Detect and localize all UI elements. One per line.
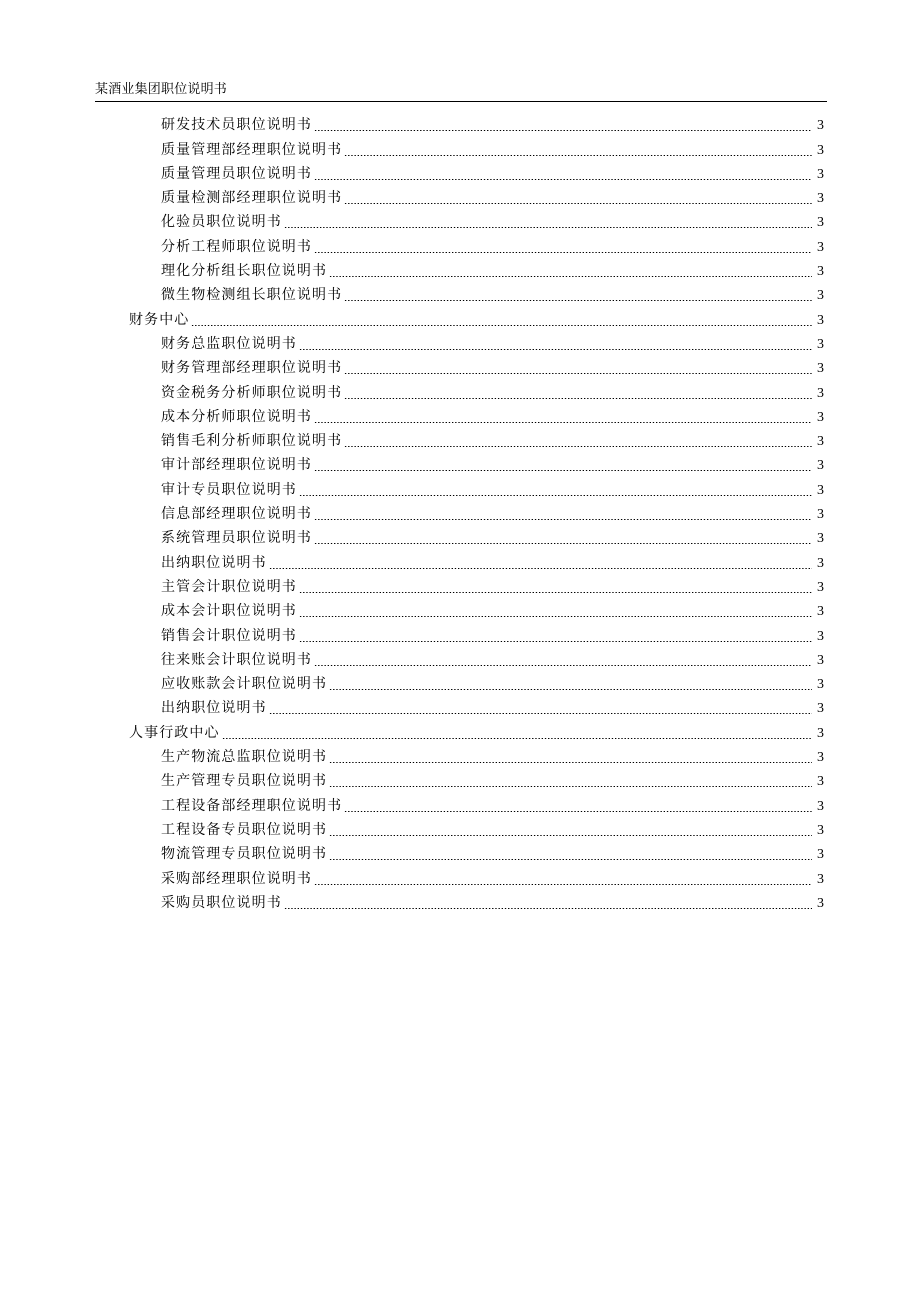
toc-entry-label: 审计专员职位说明书 — [161, 481, 297, 498]
toc-entry-label: 销售毛利分析师职位说明书 — [161, 433, 343, 450]
toc-entry-label: 质量检测部经理职位说明书 — [161, 190, 343, 207]
toc-page-number: 3 — [817, 166, 824, 182]
toc-entry-label: 工程设备专员职位说明书 — [161, 821, 328, 838]
toc-entry[interactable] — [0, 842, 920, 866]
toc-entry[interactable] — [0, 405, 920, 429]
toc-page-number: 3 — [817, 434, 824, 450]
toc-entry[interactable] — [0, 477, 920, 501]
dot-leader — [314, 130, 812, 131]
page-header — [95, 80, 827, 102]
dot-leader — [299, 616, 812, 617]
dot-leader — [344, 203, 812, 204]
toc-entry[interactable] — [0, 891, 920, 915]
toc-entry[interactable] — [0, 380, 920, 404]
toc-page-number: 3 — [817, 264, 824, 280]
dot-leader — [222, 738, 812, 739]
toc-entry[interactable] — [0, 623, 920, 647]
toc-entry-label: 生产管理专员职位说明书 — [161, 773, 328, 790]
dot-leader — [314, 884, 812, 885]
toc-entry-label: 出纳职位说明书 — [161, 700, 267, 717]
toc-page-number: 3 — [817, 652, 824, 668]
toc-entry-label: 财务中心 — [129, 311, 190, 328]
dot-leader — [329, 859, 812, 860]
dot-leader — [284, 908, 812, 909]
toc-entry-label: 财务总监职位说明书 — [161, 335, 297, 352]
toc-page-number: 3 — [817, 725, 824, 741]
toc-page-number: 3 — [817, 409, 824, 425]
toc-page-number: 3 — [817, 361, 824, 377]
toc-page-number: 3 — [817, 871, 824, 887]
toc-entry-label: 人事行政中心 — [129, 724, 220, 741]
toc-entry-label: 销售会计职位说明书 — [161, 627, 297, 644]
toc-entry-label: 系统管理员职位说明书 — [161, 530, 312, 547]
dot-leader — [314, 470, 812, 471]
toc-entry[interactable] — [0, 550, 920, 574]
toc-page-number: 3 — [817, 604, 824, 620]
toc-entry[interactable] — [0, 210, 920, 234]
dot-leader — [314, 252, 812, 253]
toc-entry-label: 审计部经理职位说明书 — [161, 457, 312, 474]
dot-leader — [299, 495, 812, 496]
toc-page-number: 3 — [817, 507, 824, 523]
dot-leader — [344, 300, 812, 301]
dot-leader — [329, 689, 812, 690]
toc-entry-label: 研发技术员职位说明书 — [161, 117, 312, 134]
toc-entry-label: 采购部经理职位说明书 — [161, 870, 312, 887]
toc-entry[interactable] — [0, 769, 920, 793]
dot-leader — [344, 398, 812, 399]
dot-leader — [314, 422, 812, 423]
dot-leader — [284, 227, 812, 228]
toc-entry[interactable] — [0, 283, 920, 307]
toc-entry[interactable] — [0, 648, 920, 672]
toc-entry-label: 采购员职位说明书 — [161, 894, 282, 911]
toc-entry[interactable] — [0, 599, 920, 623]
toc-entry[interactable] — [0, 575, 920, 599]
toc-page-number: 3 — [817, 482, 824, 498]
toc-page-number: 3 — [817, 677, 824, 693]
toc-entry-label: 出纳职位说明书 — [161, 554, 267, 571]
toc-page-number: 3 — [817, 579, 824, 595]
toc-page-number: 3 — [817, 458, 824, 474]
toc-entry[interactable] — [0, 793, 920, 817]
toc-page-number: 3 — [817, 215, 824, 231]
toc-entry[interactable] — [0, 453, 920, 477]
toc-entry-label: 主管会计职位说明书 — [161, 578, 297, 595]
dot-leader — [299, 349, 812, 350]
toc-page-number: 3 — [817, 774, 824, 790]
dot-leader — [329, 276, 812, 277]
dot-leader — [344, 811, 812, 812]
toc-entry[interactable] — [0, 356, 920, 380]
toc-entry-label: 物流管理专员职位说明书 — [161, 846, 328, 863]
toc-page-number: 3 — [817, 895, 824, 911]
toc-entry[interactable] — [0, 113, 920, 137]
toc-section-entry[interactable] — [0, 720, 920, 744]
dot-leader — [269, 568, 812, 569]
toc-page-number: 3 — [817, 142, 824, 158]
toc-entry-label: 生产物流总监职位说明书 — [161, 749, 328, 766]
dot-leader — [344, 373, 812, 374]
toc-entry[interactable] — [0, 745, 920, 769]
toc-page-number: 3 — [817, 239, 824, 255]
toc-entry-label: 往来账会计职位说明书 — [161, 651, 312, 668]
toc-page-number: 3 — [817, 385, 824, 401]
dot-leader — [191, 325, 812, 326]
toc-entry-label: 应收账款会计职位说明书 — [161, 676, 328, 693]
toc-page-number: 3 — [817, 750, 824, 766]
toc-entry-label: 资金税务分析师职位说明书 — [161, 384, 343, 401]
dot-leader — [269, 713, 812, 714]
toc-entry-label: 分析工程师职位说明书 — [161, 238, 312, 255]
toc-page-number: 3 — [817, 191, 824, 207]
toc-entry[interactable] — [0, 137, 920, 161]
dot-leader — [329, 762, 812, 763]
toc-page-number: 3 — [817, 531, 824, 547]
toc-entry-label: 工程设备部经理职位说明书 — [161, 797, 343, 814]
toc-entry-label: 微生物检测组长职位说明书 — [161, 287, 343, 304]
toc-section-entry[interactable] — [0, 307, 920, 331]
toc-entry-label: 成本分析师职位说明书 — [161, 408, 312, 425]
toc-page-number: 3 — [817, 118, 824, 134]
dot-leader — [314, 179, 812, 180]
dot-leader — [329, 835, 812, 836]
dot-leader — [299, 592, 812, 593]
dot-leader — [344, 155, 812, 156]
toc-entry-label: 理化分析组长职位说明书 — [161, 263, 328, 280]
toc-page-number: 3 — [817, 847, 824, 863]
toc-entry[interactable] — [0, 429, 920, 453]
toc-page-number: 3 — [817, 822, 824, 838]
toc-page-number: 3 — [817, 798, 824, 814]
toc-entry[interactable] — [0, 818, 920, 842]
toc-entry[interactable] — [0, 186, 920, 210]
toc-entry-label: 质量管理部经理职位说明书 — [161, 141, 343, 158]
toc-entry[interactable] — [0, 332, 920, 356]
dot-leader — [314, 543, 812, 544]
dot-leader — [329, 786, 812, 787]
toc-entry-label: 质量管理员职位说明书 — [161, 165, 312, 182]
toc-page-number: 3 — [817, 555, 824, 571]
toc-page-number: 3 — [817, 288, 824, 304]
toc-entry[interactable] — [0, 696, 920, 720]
toc-entry-label: 化验员职位说明书 — [161, 214, 282, 231]
toc-entry[interactable] — [0, 672, 920, 696]
table-of-contents — [0, 113, 920, 915]
toc-entry[interactable] — [0, 526, 920, 550]
dot-leader — [299, 641, 812, 642]
toc-page-number: 3 — [817, 701, 824, 717]
toc-page-number: 3 — [817, 312, 824, 328]
toc-entry[interactable] — [0, 162, 920, 186]
toc-entry[interactable] — [0, 259, 920, 283]
toc-entry-label: 财务管理部经理职位说明书 — [161, 360, 343, 377]
toc-entry-label: 信息部经理职位说明书 — [161, 506, 312, 523]
toc-page-number: 3 — [817, 628, 824, 644]
toc-entry[interactable] — [0, 866, 920, 890]
toc-entry[interactable] — [0, 234, 920, 258]
toc-page-number: 3 — [817, 336, 824, 352]
dot-leader — [344, 446, 812, 447]
dot-leader — [314, 519, 812, 520]
toc-entry[interactable] — [0, 502, 920, 526]
toc-entry-label: 成本会计职位说明书 — [161, 603, 297, 620]
document-title: 某酒业集团职位说明书 — [95, 82, 228, 97]
dot-leader — [314, 665, 812, 666]
